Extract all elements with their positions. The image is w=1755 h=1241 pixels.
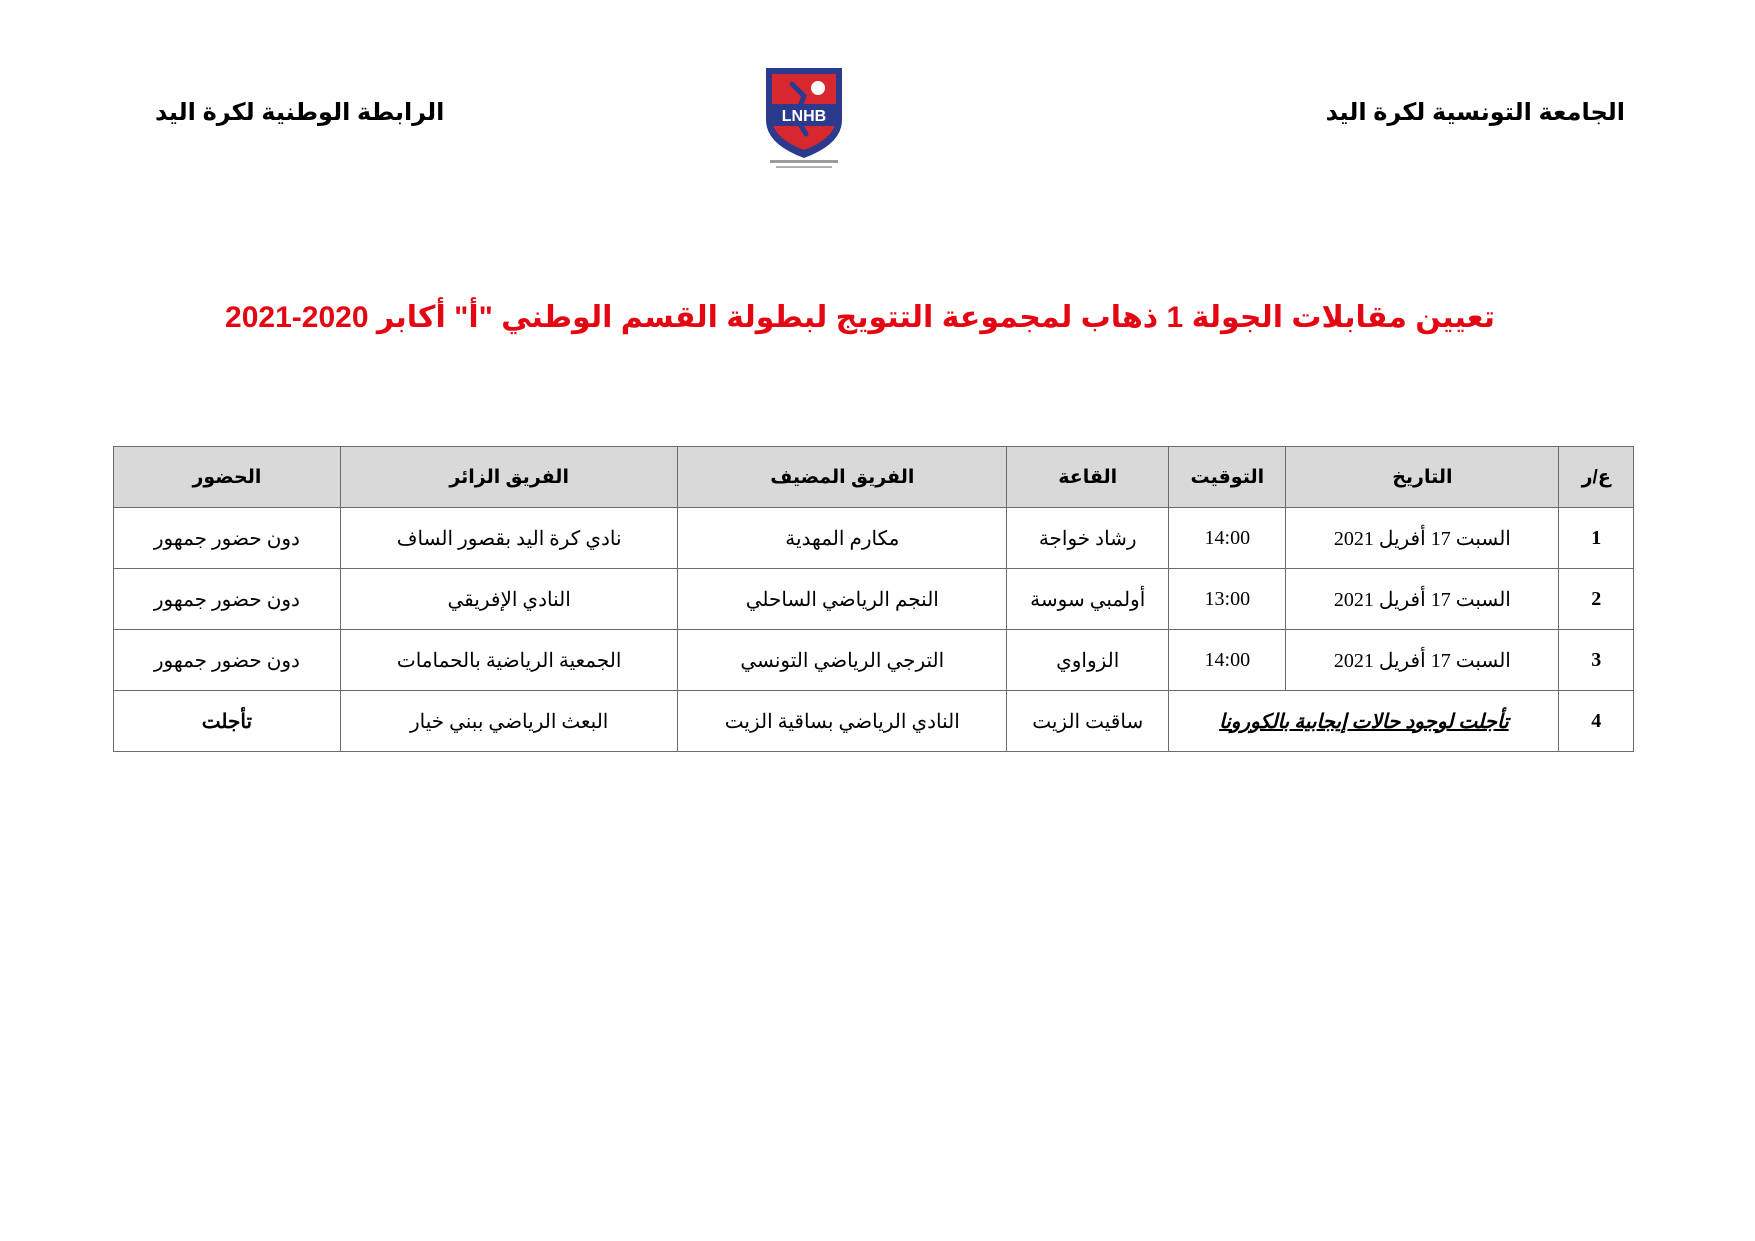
attendance: دون حضور جمهور	[114, 508, 341, 569]
table-row	[114, 569, 1634, 630]
match-number: 4	[1559, 691, 1634, 752]
match-date: السبت 17 أفريل 2021	[1286, 508, 1559, 569]
home-team: الترجي الرياضي التونسي	[678, 630, 1007, 691]
match-venue: رشاد خواجة	[1007, 508, 1169, 569]
header-venue: القاعة	[1007, 447, 1169, 508]
header-home: الفريق المضيف	[678, 447, 1007, 508]
table-header-row	[114, 447, 1634, 508]
lnhb-logo	[756, 62, 852, 172]
home-team: النادي الرياضي بساقية الزيت	[678, 691, 1007, 752]
handball-shield-icon	[756, 62, 852, 172]
match-venue: ساقيت الزيت	[1007, 691, 1169, 752]
postponement-note: تأجلت لوجود حالات إيجابية بالكورونا	[1169, 691, 1559, 752]
away-team: البعث الرياضي ببني خيار	[340, 691, 678, 752]
table-row	[114, 691, 1634, 752]
header-away: الفريق الزائر	[340, 447, 678, 508]
away-team: الجمعية الرياضية بالحمامات	[340, 630, 678, 691]
attendance: تأجلت	[114, 691, 341, 752]
match-date: السبت 17 أفريل 2021	[1286, 630, 1559, 691]
header-time: التوقيت	[1169, 447, 1286, 508]
table-row	[114, 508, 1634, 569]
home-team: مكارم المهدية	[678, 508, 1007, 569]
match-number: 1	[1559, 508, 1634, 569]
logo-text: LNHB	[781, 108, 827, 125]
match-time: 14:00	[1169, 508, 1286, 569]
header-date: التاريخ	[1286, 447, 1559, 508]
match-venue: أولمبي سوسة	[1007, 569, 1169, 630]
match-schedule-table	[113, 446, 1634, 752]
away-team: نادي كرة اليد بقصور الساف	[340, 508, 678, 569]
table-row	[114, 630, 1634, 691]
match-number: 3	[1559, 630, 1634, 691]
away-team: النادي الإفريقي	[340, 569, 678, 630]
league-name: الرابطة الوطنية لكرة اليد	[155, 99, 445, 126]
attendance: دون حضور جمهور	[114, 630, 341, 691]
match-time: 13:00	[1169, 569, 1286, 630]
match-venue: الزواوي	[1007, 630, 1169, 691]
federation-name: الجامعة التونسية لكرة اليد	[1325, 99, 1625, 126]
match-number: 2	[1559, 569, 1634, 630]
page-title: تعيين مقابلات الجولة 1 ذهاب لمجموعة التتويج لبطولة القسم الوطني "أ" أكابر 2020-2021	[225, 301, 1495, 334]
header-num: ع/ر	[1559, 447, 1634, 508]
header-attendance: الحضور	[114, 447, 341, 508]
match-time: 14:00	[1169, 630, 1286, 691]
home-team: النجم الرياضي الساحلي	[678, 569, 1007, 630]
match-date: السبت 17 أفريل 2021	[1286, 569, 1559, 630]
attendance: دون حضور جمهور	[114, 569, 341, 630]
